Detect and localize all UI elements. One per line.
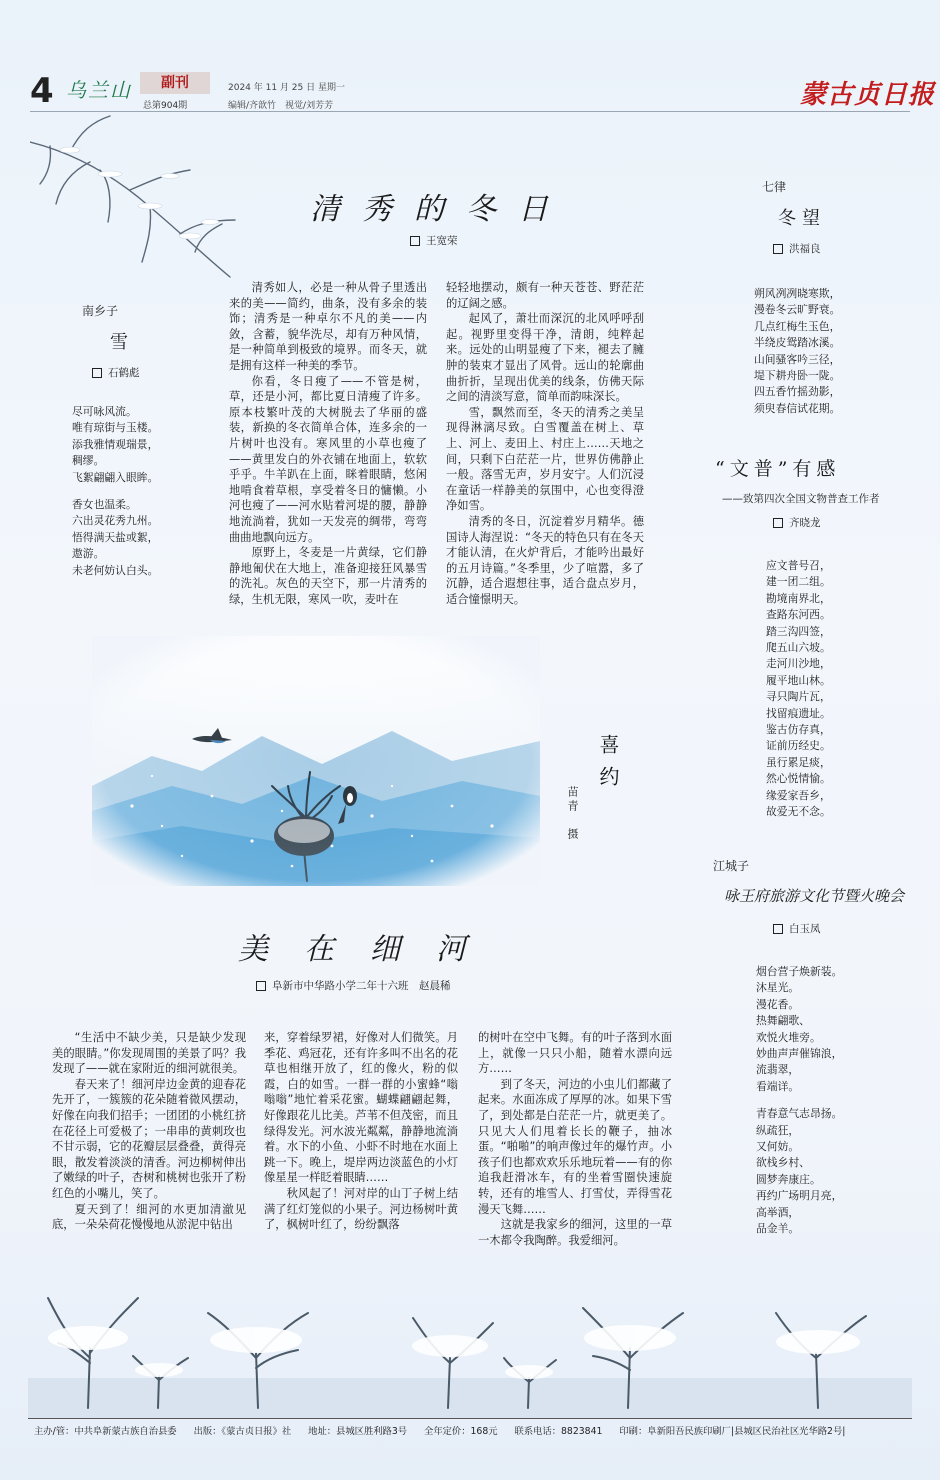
poem-line: 香女也温柔。	[72, 498, 137, 512]
poem-line: 故爱无不念。	[766, 805, 831, 819]
poem-line: 鉴古仿存真，	[766, 723, 831, 737]
poem3-body	[766, 558, 876, 821]
poem-line: 然心悦情愉。	[766, 772, 831, 786]
byline-box-icon	[410, 236, 420, 246]
byline-box-icon	[773, 518, 783, 528]
poem-line: 勘境南界北，	[766, 591, 831, 605]
poem1-body	[72, 404, 192, 590]
footer-price: 全年定价：168元	[424, 1426, 498, 1437]
poem-line: 爬五山六坡。	[766, 641, 831, 655]
article1-title: 清秀的冬日	[310, 192, 570, 227]
paragraph: 到了冬天，河边的小虫儿们都藏了起来。水面冻成了厚厚的冰。如果下雪了，到处都是白茫茫一片，就更美了。只见大人们甩着长长的鞭子，抽冰蛋。“啪啪”的响声像过年的爆竹声。小孩子们也都欢欢乐乐地玩着——有的你追我赶滑冰车，有的坐着雪圈快速旋转，还有的堆雪人、打雪仗，弄得雪花漫天飞舞……	[478, 1077, 672, 1216]
poem-line: 应文普号召，	[766, 559, 831, 572]
poem-line: 又何妨。	[756, 1140, 800, 1154]
footer-rule	[28, 1418, 912, 1419]
paragraph: 清秀的冬日，沉淀着岁月精华。德国诗人海涅说：“冬天的特色只有在冬天才能认清，在火炉背后，才能吟出最好的五月诗篇。”冬季里，少了喧嚣，多了沉静，适合遐想往事，适合盘点岁月，适合憧憬明天。	[446, 514, 644, 606]
poem-line: 六出灵花秀九州。	[72, 514, 159, 528]
footer-address: 地址：县城区胜利路3号	[308, 1426, 408, 1437]
poem2-author: 洪福良	[789, 243, 821, 255]
poem-line: 尽可咏风流。	[72, 405, 137, 418]
masthead: 蒙古贞日报	[800, 80, 936, 110]
byline-box-icon	[256, 981, 266, 991]
paragraph: 原野上，冬麦是一片黄绿，它们静静地匍伏在大地上，准备迎接狂风暴雪的洗礼。灰色的天空下，那一片清秀的绿，生机无限，寒风一吹，麦叶在	[229, 546, 427, 606]
poem2-body	[754, 286, 904, 417]
poem-line: 悟得满天盐或絮，	[72, 530, 159, 544]
poem-line: 堤下耕舟卧一陇。	[754, 369, 841, 383]
poem-line: 稠缪。	[72, 454, 105, 468]
poem-line: 飞絮翩翩入眼眸。	[72, 470, 159, 484]
article1-byline	[410, 233, 458, 248]
section-tag: 副刊	[140, 72, 210, 94]
poem-line: 踏三沟四签，	[766, 624, 831, 638]
poem-line: 再约广场明月亮，	[756, 1189, 843, 1203]
header-rule	[30, 111, 910, 112]
paragraph: 这就是我家乡的细河，这里的一草一木都令我陶醉。我爱细河。	[478, 1218, 672, 1247]
poem2-byline	[773, 241, 821, 256]
poem4-author: 白玉凤	[789, 923, 821, 935]
poem1-byline	[92, 365, 140, 380]
dateline: 2024 年 11 月 25 日 星期一	[228, 83, 345, 93]
poem-line: 走河川沙地，	[766, 657, 831, 671]
footer-info	[34, 1423, 859, 1437]
poem-line: 品金羊。	[756, 1222, 800, 1236]
paragraph: 轻轻地摆动，颇有一种天苍苍、野茫茫的辽阔之感。	[446, 281, 644, 310]
article2-author: 阜新市中华路小学二年十六班 赵晨稀	[272, 980, 451, 992]
poem2-title: 冬望	[778, 208, 826, 229]
poem3-byline	[773, 515, 821, 530]
article2-column-1	[52, 1030, 246, 1233]
photo-credit: 苗青 摄	[566, 786, 579, 842]
paragraph: 清秀如人，必是一种从骨子里透出来的美——简约，曲条，没有多余的装饰；清秀是一种卓尔不凡的美——内敛，含蓄，貌华洗尽，却有万种风情，是一种简单到极致的境界。而冬天，就是拥有这样一种美的季节。	[229, 281, 427, 372]
poem-line: 须臾春信试花期。	[754, 401, 841, 415]
snowy-branch-decoration	[30, 112, 260, 282]
poem-line: 履平地山林。	[766, 673, 831, 687]
byline-box-icon	[773, 244, 783, 254]
poem-line: 查路东河西。	[766, 608, 831, 622]
poem-line: 流翡翠，	[756, 1063, 800, 1077]
poem2-genre: 七律	[762, 180, 787, 194]
footer-phone: 联系电话：8823841	[514, 1426, 603, 1437]
poem3-author: 齐晓龙	[789, 517, 821, 529]
poem3-subtitle: ——致第四次全国文物普查工作者	[722, 493, 880, 505]
poem-line: 青春意气志昂扬。	[756, 1107, 843, 1121]
poem4-title: 咏王府旅游文化节暨火晚会	[724, 887, 905, 905]
article2-column-2	[264, 1030, 458, 1233]
poem-line: 添我雅情观瑞景，	[72, 437, 159, 451]
byline-box-icon	[92, 368, 102, 378]
poem-line: 缘爱家吾乡，	[766, 788, 831, 802]
poem-line: 沐星光。	[756, 981, 800, 995]
footer-sponsor: 主办/管：中共阜新蒙古族自治县委	[34, 1426, 177, 1437]
poem-line: 唯有琼街与玉楼。	[72, 421, 159, 435]
article2-column-3	[478, 1030, 672, 1248]
footer-publisher: 出版：《蒙古贞日报》社	[193, 1426, 292, 1437]
poem1-title: 雪	[110, 332, 128, 353]
poem1-author: 石鹤彪	[108, 367, 140, 379]
poem-line: 漫花香。	[756, 997, 800, 1011]
poem-line: 建一团二组。	[766, 575, 831, 589]
photo-title: 喜约	[596, 734, 620, 798]
article1-author: 王宽荣	[426, 235, 458, 247]
supplement-logo: 乌兰山	[66, 78, 132, 102]
article2-title: 美在细河	[238, 932, 502, 967]
poem-line: 寻只陶片瓦，	[766, 690, 831, 704]
poem-line: 热舞翩歌、	[756, 1014, 810, 1028]
article1-column-1	[229, 280, 427, 607]
paragraph: 雪，飘然而至，冬天的清秀之美呈现得淋漓尽致。白雪覆盖在树上、草上、河上、麦田上、村庄上……天地之间，只剩下白茫茫一片，世界仿佛静止一般。落雪无声，岁月安宁。人们沉浸在童话一样静美的氛围中，心也变得澄净如雪。	[446, 405, 644, 513]
article2-byline	[256, 978, 451, 993]
editors-line: 编辑/齐歆竹 视觉/刘芳芳	[228, 101, 334, 111]
poem-line: 欲栈乡村、	[756, 1156, 810, 1170]
footer-printer: 印刷：阜新阳吾民族印刷厂|县城区民治社区光华路2号|	[619, 1426, 846, 1437]
poem-line: 妙曲声声催锦浪，	[756, 1047, 843, 1061]
poem-stanza	[72, 404, 192, 486]
poem-line: 虽行累足痰，	[766, 755, 831, 769]
snowy-trees-decoration	[28, 1258, 912, 1418]
paragraph: 的树叶在空中飞舞。有的叶子落到水面上，就像一只只小船，随着水漂向远方……	[478, 1031, 672, 1076]
poem-line: 烟台营子焕新装。	[756, 965, 843, 978]
poem-line: 未老何妨认白头。	[72, 563, 159, 577]
paragraph: 春天来了！细河岸边金黄的迎春花先开了，一簇簇的花朵随着微风摆动，好像在向我们招手；一团团的小桃红挤在花径上可爱极了；一串串的黄刺玫也不甘示弱，它的花瓣层层叠叠，黄得亮眼，散发着淡淡的清香。河边柳树伸出了嫩绿的叶子，杏树和桃树也张开了粉红色的小嘴儿，笑了。	[52, 1077, 246, 1200]
article1-column-2	[446, 280, 644, 607]
paragraph: 秋风起了！河对岸的山丁子树上结满了红灯笼似的小果子。河边杨树叶黄了，枫树叶红了，纷纷飘落	[264, 1186, 458, 1232]
poem-line: 证前历经史。	[766, 739, 831, 753]
page-number: 4	[30, 71, 54, 111]
paragraph: 你看，冬日瘦了——不管是树，草，还是小河，都比夏日清瘦了许多。原本枝繁叶茂的大树脱去了华丽的盛装，新换的冬衣简单合体，连多余的一片树叶也没有。寒风里的小草也瘦了——黄里发白的外衣铺在地面上，软软乎乎。牛羊趴在上面，眯着眼睛，悠闲地啃食着草根，享受着冬日的慵懒。小河也瘦了——河水贴着河堤的腰，静静地流淌着，犹如一天发亮的绸带，弯弯曲曲地飘向远方。	[229, 374, 427, 544]
poem-line: 圆梦奔康庄。	[756, 1172, 821, 1186]
paragraph: 夏天到了！细河的水更加清澈见底，一朵朵荷花慢慢地从淤泥中钻出	[52, 1202, 246, 1232]
poem-line: 几点红梅生玉色，	[754, 319, 841, 333]
paragraph: 来，穿着绿罗裙，好像对人们微笑。月季花、鸡冠花，还有许多叫不出名的花草也相继开放了，红的像火，粉的似霞，白的如雪。一群一群的小蜜蜂“嗡嗡嗡”地忙着采花蜜。蝴蝶翩翩起舞，好像跟花儿比美。芦苇不但茂密，而且绿得发光。河水波光粼粼，静静地流淌着。水下的小鱼、小虾不时地在水面上跳一下。晚上，堤岸两边淡蓝色的小灯像星星一样眨着眼睛……	[264, 1031, 458, 1185]
paragraph: 起风了，萧壮而深沉的北风呼呼刮起。视野里变得干净，清朗，纯粹起来。远处的山明显瘦了下来，褪去了臃肿的装束才显出了风骨。远山的轮廓曲曲折折，呈现出优美的线条，仿佛天际之间的清淡写意，简单而韵味深长。	[446, 312, 644, 404]
poem-line: 欢悦火堆旁。	[756, 1030, 821, 1044]
poem-stanza	[72, 497, 192, 579]
paragraph: “生活中不缺少美，只是缺少发现美的眼睛。”你发现周围的美景了吗？我发现了——就在家附近的细河就很美。	[52, 1031, 246, 1076]
poem-line: 找留痕遗址。	[766, 706, 831, 720]
issue-number: 总第904期	[143, 101, 188, 111]
poem-line: 四五香竹摇劲影，	[754, 385, 841, 399]
byline-box-icon	[773, 924, 783, 934]
poem1-genre: 南乡子	[82, 304, 119, 318]
poem4-body	[756, 964, 906, 1249]
poem-line: 高举酒，	[756, 1205, 800, 1219]
poem-line: 遨游。	[72, 547, 105, 561]
poem-line: 半绕皮鸳踏冰溪。	[754, 336, 841, 350]
poem-stanza	[756, 1106, 906, 1237]
poem-line: 山间骚客吟三径，	[754, 352, 841, 366]
poem-line: 漫卷冬云旷野衰。	[754, 303, 841, 317]
poem-line: 朔风冽冽晓寒欺，	[754, 287, 841, 300]
poem4-genre: 江城子	[713, 859, 750, 873]
poem4-byline	[773, 921, 821, 936]
poem-line: 纵疏狂，	[756, 1123, 800, 1137]
winter-magpie-photo	[92, 636, 540, 886]
poem-stanza	[756, 964, 906, 1095]
poem-line: 看端详。	[756, 1079, 800, 1093]
poem3-title: “文普”有感	[715, 458, 841, 480]
